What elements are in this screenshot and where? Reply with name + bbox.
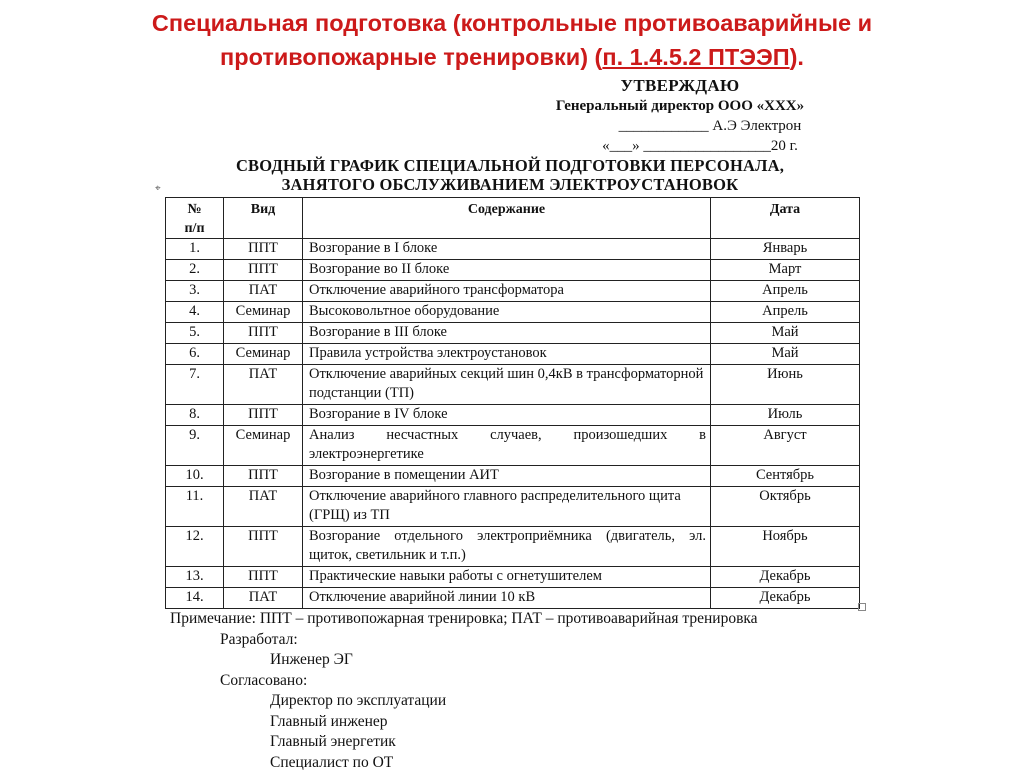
row-type: ППТ (224, 239, 303, 260)
row-type: Семинар (224, 426, 303, 466)
row-date: Декабрь (711, 567, 860, 588)
table-header-row (166, 198, 860, 239)
row-number: 1. (166, 239, 224, 260)
row-type: Семинар (224, 302, 303, 323)
slide-title (40, 6, 984, 74)
header-type: Вид (224, 198, 303, 239)
row-date: Март (711, 260, 860, 281)
approval-block (520, 76, 840, 156)
table-row (166, 527, 860, 567)
approval-date-line: «___» _________________20 г. (560, 136, 840, 156)
row-number: 2. (166, 260, 224, 281)
row-content: Возгорание в помещении АИТ (303, 466, 711, 487)
row-type: ППТ (224, 466, 303, 487)
row-number: 3. (166, 281, 224, 302)
approval-label: УТВЕРЖДАЮ (520, 76, 840, 96)
document-heading-line-2: ЗАНЯТОГО ОБСЛУЖИВАНИЕМ ЭЛЕКТРОУСТАНОВОК (160, 175, 860, 194)
row-number: 6. (166, 344, 224, 365)
table-row (166, 588, 860, 609)
row-date: Апрель (711, 302, 860, 323)
row-type: ППТ (224, 323, 303, 344)
row-date: Декабрь (711, 588, 860, 609)
row-content: Возгорание во II блоке (303, 260, 711, 281)
row-type: ПАТ (224, 281, 303, 302)
row-number: 5. (166, 323, 224, 344)
agreed-by-4: Специалист по ОТ (170, 753, 758, 773)
row-type: ПАТ (224, 588, 303, 609)
slide-title-line-1: Специальная подготовка (контрольные противоаварийные и (40, 6, 984, 40)
row-number: 14. (166, 588, 224, 609)
row-number: 12. (166, 527, 224, 567)
row-number: 13. (166, 567, 224, 588)
row-date: Июнь (711, 365, 860, 405)
row-content: Возгорание в IV блоке (303, 405, 711, 426)
table-row (166, 487, 860, 527)
row-date: Январь (711, 239, 860, 260)
row-content: Отключение аварийного главного распределительного щита (ГРЩ) из ТП (303, 487, 711, 527)
row-number: 8. (166, 405, 224, 426)
row-date: Апрель (711, 281, 860, 302)
agreed-by-1: Директор по эксплуатации (170, 691, 758, 712)
row-content: Практические навыки работы с огнетушителем (303, 567, 711, 588)
schedule-table-body (166, 239, 860, 609)
row-content: Отключение аварийного трансформатора (303, 281, 711, 302)
pteep-reference-link[interactable]: п. 1.4.5.2 ПТЭЭП (602, 44, 789, 70)
row-content: Отключение аварийной линии 10 кВ (303, 588, 711, 609)
row-date: Ноябрь (711, 527, 860, 567)
row-date: Август (711, 426, 860, 466)
row-number: 7. (166, 365, 224, 405)
header-number (166, 198, 224, 239)
row-type: ППТ (224, 405, 303, 426)
header-content: Содержание (303, 198, 711, 239)
table-row (166, 405, 860, 426)
row-type: ППТ (224, 567, 303, 588)
table-row (166, 323, 860, 344)
schedule-table (165, 197, 860, 609)
table-row (166, 344, 860, 365)
row-number: 4. (166, 302, 224, 323)
row-type: ППТ (224, 527, 303, 567)
document-heading-line-1: СВОДНЫЙ ГРАФИК СПЕЦИАЛЬНОЙ ПОДГОТОВКИ ПЕРСОНАЛА, (160, 156, 860, 175)
agreed-by-3: Главный энергетик (170, 732, 758, 753)
row-content: Высоковольтное оборудование (303, 302, 711, 323)
row-type: Семинар (224, 344, 303, 365)
slide-title-line-2 (40, 40, 984, 74)
row-content: Отключение аварийных секций шин 0,4кВ в трансформаторной подстанции (ТП) (303, 365, 711, 405)
table-row (166, 281, 860, 302)
row-content: Анализ несчастных случаев, произошедших в электроэнергетике (303, 426, 711, 466)
row-content: Возгорание в I блоке (303, 239, 711, 260)
row-type: ПАТ (224, 487, 303, 527)
header-number-line-1: № (170, 200, 219, 219)
row-content: Правила устройства электроустановок (303, 344, 711, 365)
slide-title-suffix: ). (790, 44, 804, 70)
row-date: Октябрь (711, 487, 860, 527)
table-row (166, 567, 860, 588)
table-resize-handle[interactable] (858, 603, 866, 611)
remark-text: Примечание: ППТ – противопожарная тренировка; ПАТ – противоаварийная тренировка (170, 609, 758, 630)
agreed-by-2: Главный инженер (170, 712, 758, 733)
notes-block (170, 609, 758, 773)
row-number: 9. (166, 426, 224, 466)
agreed-label: Согласовано: (170, 671, 758, 692)
table-row (166, 302, 860, 323)
header-date: Дата (711, 198, 860, 239)
approval-signature-line: ____________ А.Э Электрон (580, 116, 840, 136)
table-row (166, 260, 860, 281)
header-number-line-2: п/п (170, 219, 219, 238)
developer-name: Инженер ЭГ (170, 650, 758, 671)
row-date: Май (711, 323, 860, 344)
table-row (166, 365, 860, 405)
row-content: Возгорание в III блоке (303, 323, 711, 344)
row-content: Возгорание отдельного электроприёмника (двигатель, эл. щиток, светильник и т.п.) (303, 527, 711, 567)
table-row (166, 426, 860, 466)
document-heading (160, 156, 860, 194)
developed-label: Разработал: (170, 630, 758, 651)
table-row (166, 466, 860, 487)
row-number: 10. (166, 466, 224, 487)
row-type: ПАТ (224, 365, 303, 405)
table-anchor-icon[interactable]: ⌖ (155, 183, 161, 194)
row-date: Сентябрь (711, 466, 860, 487)
table-row (166, 239, 860, 260)
row-date: Май (711, 344, 860, 365)
approval-position: Генеральный директор ООО «ХХХ» (520, 96, 840, 116)
row-number: 11. (166, 487, 224, 527)
row-type: ППТ (224, 260, 303, 281)
row-date: Июль (711, 405, 860, 426)
slide-title-prefix: противопожарные тренировки) ( (220, 44, 602, 70)
